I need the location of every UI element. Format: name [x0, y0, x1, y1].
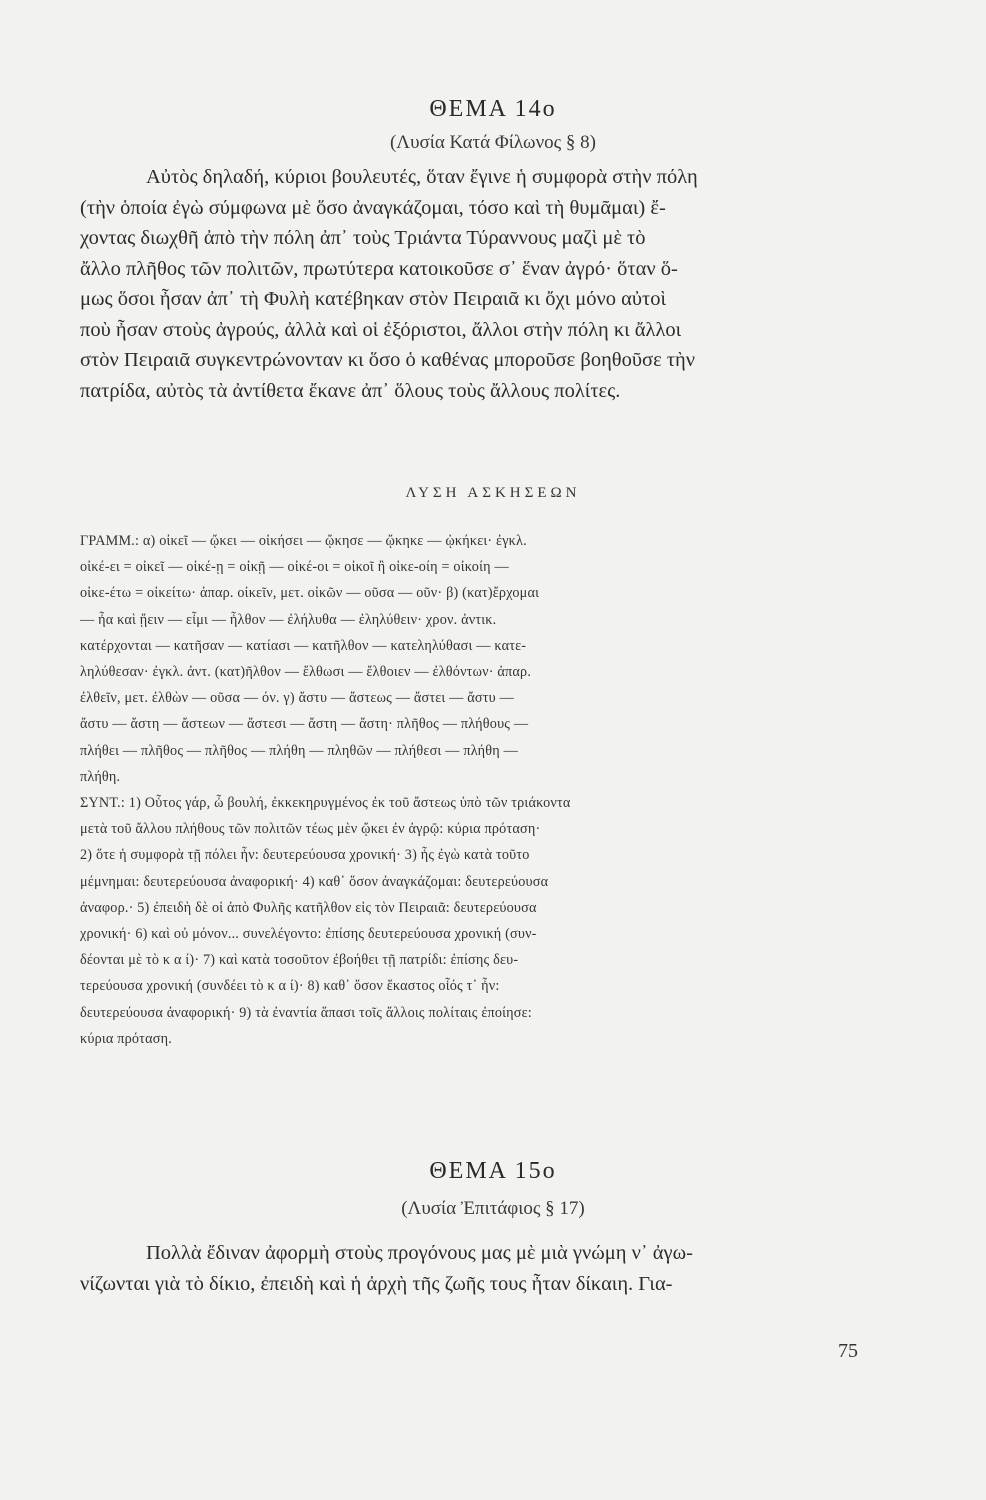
text-line: κατέρχονται — κατῆσαν — κατίασι — κατῆλθον — κατεληλύθασι — κατε- — [80, 637, 527, 654]
text-line: πλήθει — πλῆθος — πλῆθος — πλήθη — πληθῶν — πλήθεσι — πλήθη — — [80, 742, 519, 759]
theme-15-source: (Λυσία Ἐπιτάφιος § 17) — [401, 1198, 585, 1219]
text-line: οἰκε-έτω = οἰκείτω· ἀπαρ. οἰκεῖν, μετ. οἰκῶν — οῦσα — οῦν· β) (κατ)ἔρχομαι — [80, 585, 540, 602]
theme-14-title: ΘΕΜΑ 14ο — [429, 96, 557, 122]
text-line: δευτερεύουσα ἀναφορική· 9) τὰ ἐναντία ἅπασι τοῖς ἄλλοις πολίταις ἐποίησε: — [80, 1004, 532, 1021]
text-line: στὸν Πειραιᾶ συγκεντρώνονταν κι ὅσο ὁ καθένας μποροῦσε βοηθοῦσε τὴν — [80, 349, 696, 371]
text-line: πλήθη. — [80, 768, 121, 785]
theme-15-title: ΘΕΜΑ 15ο — [429, 1158, 557, 1184]
text-line: νίζωνται γιὰ τὸ δίκιο, ἐπειδὴ καὶ ἡ ἀρχὴ τῆς ζωῆς τους ἦταν δίκαιη. Για- — [80, 1272, 673, 1295]
text-line: χοντας διωχθῆ ἀπὸ τὴν πόλη ἀπ᾿ τοὺς Τριάντα Τύραννους μαζὶ μὲ τὸ — [80, 227, 646, 249]
text-line: 2) ὅτε ἡ συμφορὰ τῇ πόλει ἦν: δευτερεύουσα χρονική· 3) ἧς ἐγὼ κατὰ τοῦτο — [80, 847, 530, 864]
text-line: Αὐτὸς δηλαδή, κύριοι βουλευτές, ὅταν ἔγινε ἡ συμφορὰ στὴν πόλη — [146, 166, 698, 188]
text-line: (τὴν ὁποία ἐγὼ σύμφωνα μὲ ὅσο ἀναγκάζομαι, τόσο καὶ τὴ θυμᾶμαι) ἔ- — [80, 196, 666, 219]
text-line: κύρια πρόταση. — [80, 1030, 172, 1047]
text-line: οἰκέ-ει = οἰκεῖ — οἰκέ-ῃ = οἰκῇ — οἰκέ-οι = οἰκοῖ ἢ οἰκε-οίη = οἰκοίη — — [80, 559, 509, 576]
text-line: μετὰ τοῦ ἄλλου πλήθους τῶν πολιτῶν τέως μὲν ᾤκει ἐν ἀγρῷ: κύρια πρόταση· — [80, 821, 541, 838]
text-line: ἀναφορ.· 5) ἐπειδὴ δὲ οἱ ἀπὸ Φυλῆς κατῆλθον εἰς τὸν Πειραιᾶ: δευτερεύουσα — [80, 899, 537, 916]
solution-title: ΛΥΣΗ ΑΣΚΗΣΕΩΝ — [405, 485, 581, 501]
theme-14-source: (Λυσία Κατά Φίλωνος § 8) — [389, 132, 597, 153]
text-line: πατρίδα, αὐτὸς τὰ ἀντίθετα ἔκανε ἀπ᾿ ὅλους τοὺς ἄλλους πολίτες. — [80, 379, 621, 402]
text-line: ληλύθεσαν· ἐγκλ. ἀντ. (κατ)ῆλθον — ἔλθωσι — ἔλθοιεν — ἐλθόντων· ἀπαρ. — [80, 664, 532, 681]
text-line: ἄλλο πλῆθος τῶν πολιτῶν, πρωτύτερα κατοικοῦσε σ᾿ ἕναν ἀγρό· ὅταν ὅ- — [80, 257, 678, 280]
text-line: μως ὅσοι ἦσαν ἀπ᾿ τὴ Φυλὴ κατέβηκαν στὸν Πειραιᾶ κι ὄχι μόνο αὐτοὶ — [80, 288, 666, 310]
theme-14-text — [80, 162, 880, 406]
theme-15-text — [80, 1238, 880, 1299]
page-number: 75 — [838, 1340, 858, 1362]
text-line: δέονται μὲ τὸ κ α ί)· 7) καὶ κατὰ τοσοῦτον ἐβοήθει τῇ πατρίδι: ἐπίσης δευ- — [80, 952, 519, 969]
text-line: ἄστυ — ἄστη — ἄστεων — ἄστεσι — ἄστη — ἄστη· πλῆθος — πλήθους — — [80, 716, 529, 733]
text-line: Πολλὰ ἔδιναν ἀφορμὴ στοὺς προγόνους μας μὲ μιὰ γνώμη ν᾿ ἀγω- — [146, 1242, 693, 1264]
text-line: χρονική· 6) καὶ οὐ μόνον... συνελέγοντο: ἐπίσης δευτερεύουσα χρονική (συν- — [80, 926, 537, 943]
text-line: ποὺ ἦσαν στοὺς ἀγρούς, ἀλλὰ καὶ οἱ ἐξόριστοι, ἄλλοι στὴν πόλη κι ἄλλοι — [80, 318, 682, 341]
text-line: μέμνημαι: δευτερεύουσα ἀναφορική· 4) καθ᾿ ὅσον ἀναγκάζομαι: δευτερεύουσα — [80, 873, 549, 890]
text-line: ΣΥΝΤ.: 1) Οὗτος γάρ, ὦ βουλή, ἐκκεκηρυγμένος ἐκ τοῦ ἄστεως ὑπὸ τῶν τριάκοντα — [80, 795, 571, 812]
text-line: — ἦα καὶ ᾔειν — εἶμι — ἦλθον — ἐλήλυθα — ἐληλύθειν· χρον. ἀντικ. — [80, 611, 497, 628]
solution-text — [80, 528, 880, 1052]
text-line: ἐλθεῖν, μετ. ἐλθὼν — οῦσα — όν. γ) ἄστυ — ἄστεως — ἄστει — ἄστυ — — [80, 690, 515, 707]
text-line: ΓΡΑΜΜ.: α) οἰκεῖ — ᾤκει — οἰκήσει — ᾤκησε — ᾤκηκε — ᾠκήκει· ἐγκλ. — [80, 533, 527, 549]
text-line: τερεύουσα χρονική (συνδέει τὸ κ α ί)· 8) καθ᾿ ὅσον ἕκαστος οἷός τ᾿ ἦν: — [80, 978, 500, 995]
